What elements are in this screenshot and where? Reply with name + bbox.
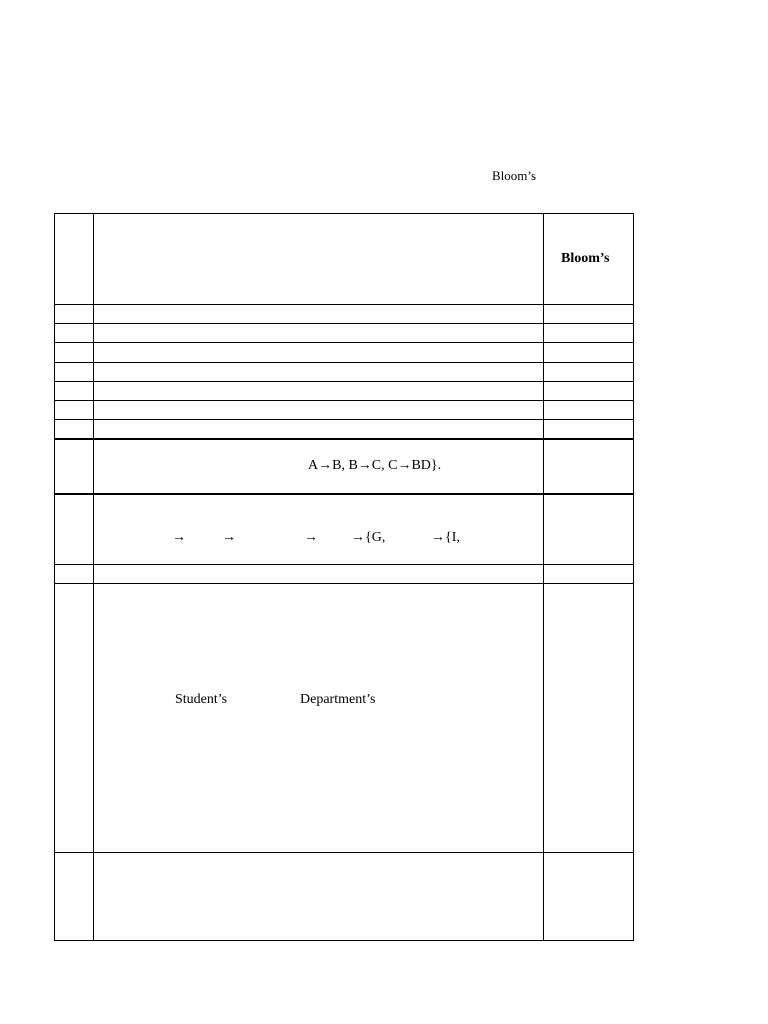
row-divider xyxy=(54,493,634,495)
row-divider xyxy=(54,438,634,440)
row-divider xyxy=(54,381,634,382)
table-border-bottom xyxy=(54,940,634,941)
fd-arrow: → xyxy=(172,530,186,545)
department-label: Department’s xyxy=(300,692,376,707)
header-blooms: Bloom’s xyxy=(561,251,610,266)
row-divider xyxy=(54,342,634,343)
row-divider xyxy=(54,323,634,324)
fd-arrow: →{G, xyxy=(351,530,386,545)
fd-arrow: → xyxy=(304,530,318,545)
question-table xyxy=(54,213,634,941)
row-divider xyxy=(54,564,634,565)
row-divider xyxy=(54,400,634,401)
row-divider xyxy=(54,419,634,420)
student-label: Student’s xyxy=(175,692,228,707)
row-divider xyxy=(54,304,634,305)
row-divider xyxy=(54,852,634,853)
page-note: Bloom’s xyxy=(492,168,537,183)
row-divider xyxy=(54,362,634,363)
fd-arrow: →{I, xyxy=(431,530,460,545)
fd-arrow: → xyxy=(222,530,236,545)
table-border-top xyxy=(54,213,634,214)
row-divider xyxy=(54,583,634,584)
fd-set-text: A→B, B→C, C→BD}. xyxy=(308,458,442,473)
